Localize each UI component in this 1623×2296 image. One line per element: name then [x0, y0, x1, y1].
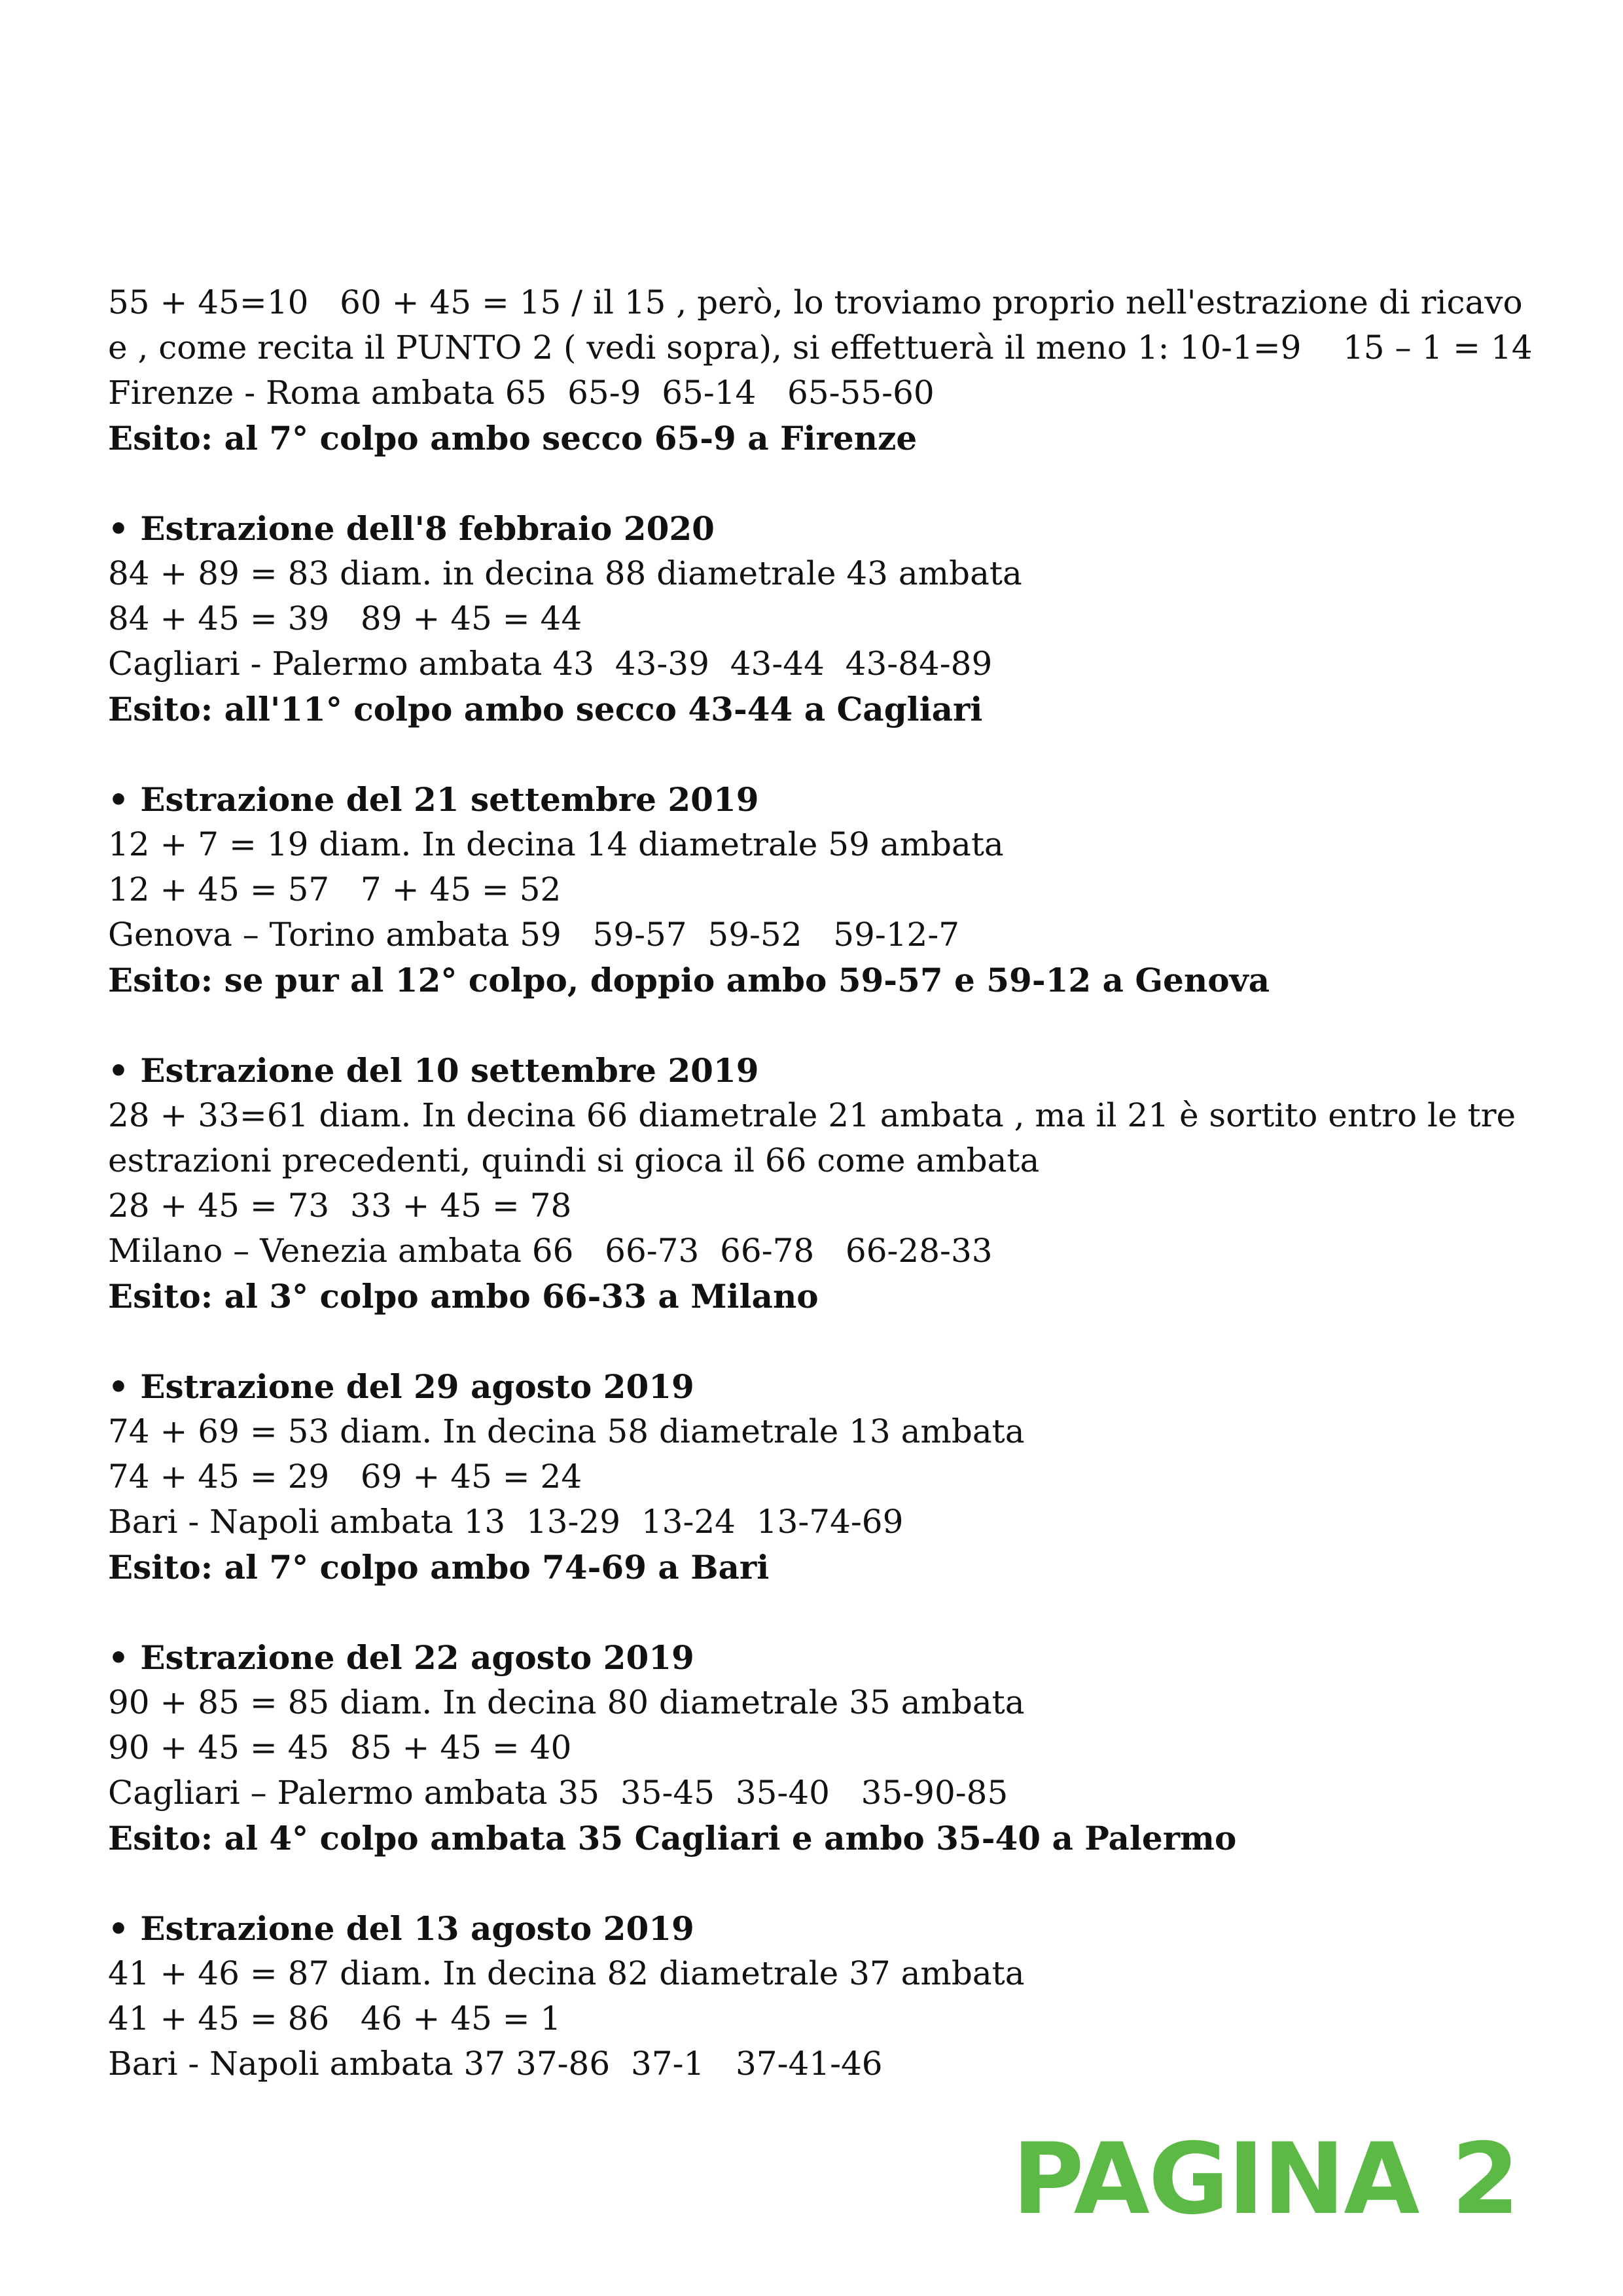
bullet-icon: • [108, 1909, 129, 1948]
result-line: Esito: al 4° colpo ambata 35 Cagliari e ambo 35-40 a Palermo [108, 1819, 1237, 1857]
intro-block [108, 280, 1535, 461]
text-line: 28 + 45 = 73 33 + 45 = 78 [108, 1187, 572, 1225]
document-body [108, 280, 1535, 2087]
section-title [108, 1635, 1535, 1680]
bullet-icon: • [108, 1367, 129, 1406]
text-line: 41 + 45 = 86 46 + 45 = 1 [108, 2000, 562, 2037]
text-line: 90 + 85 = 85 diam. In decina 80 diametrale 35 ambata [108, 1683, 1025, 1721]
text-line: e , come recita il PUNTO 2 ( vedi sopra), si effettuerà il meno 1: 10-1=9 15 – 1 = 14 [108, 329, 1533, 367]
text-line: 74 + 69 = 53 diam. In decina 58 diametrale 13 ambata [108, 1412, 1025, 1450]
bullet-icon: • [108, 1638, 129, 1677]
text-line: 41 + 46 = 87 diam. In decina 82 diametrale 37 ambata [108, 1954, 1025, 1992]
section-title-text: Estrazione del 13 agosto 2019 [140, 1909, 694, 1948]
section-13-agosto-2019 [108, 1906, 1535, 2087]
result-line: Esito: al 3° colpo ambo 66-33 a Milano [108, 1277, 819, 1316]
section-title-text: Estrazione dell'8 febbraio 2020 [140, 509, 715, 548]
result-line: Esito: se pur al 12° colpo, doppio ambo 59-57 e 59-12 a Genova [108, 961, 1270, 999]
text-line: 74 + 45 = 29 69 + 45 = 24 [108, 1458, 582, 1496]
spacer [108, 1003, 1535, 1048]
section-title-text: Estrazione del 29 agosto 2019 [140, 1367, 694, 1406]
text-line: 84 + 45 = 39 89 + 45 = 44 [108, 600, 582, 637]
text-line: 28 + 33=61 diam. In decina 66 diametrale 21 ambata , ma il 21 è sortito entro le tre [108, 1096, 1516, 1134]
result-line: Esito: al 7° colpo ambo 74-69 a Bari [108, 1548, 770, 1587]
text-line: 90 + 45 = 45 85 + 45 = 40 [108, 1729, 572, 1767]
spacer [108, 1319, 1535, 1364]
text-line: Milano – Venezia ambata 66 66-73 66-78 66-28-33 [108, 1232, 993, 1270]
section-22-agosto-2019 [108, 1635, 1535, 1861]
section-title [108, 506, 1535, 551]
section-8-febbraio-2020 [108, 506, 1535, 732]
text-line: Bari - Napoli ambata 37 37-86 37-1 37-41-46 [108, 2045, 883, 2083]
section-29-agosto-2019 [108, 1364, 1535, 1590]
text-line: 84 + 89 = 83 diam. in decina 88 diametrale 43 ambata [108, 554, 1022, 592]
spacer [108, 732, 1535, 777]
text-line: Cagliari - Palermo ambata 43 43-39 43-44 43-84-89 [108, 645, 993, 683]
text-line: estrazioni precedenti, quindi si gioca il 66 come ambata [108, 1141, 1040, 1179]
text-line: 55 + 45=10 60 + 45 = 15 / il 15 , però, lo troviamo proprio nell'estrazione di ricavo [108, 283, 1523, 321]
spacer [108, 461, 1535, 506]
section-10-settembre-2019 [108, 1048, 1535, 1319]
section-title [108, 1364, 1535, 1409]
text-line: Bari - Napoli ambata 13 13-29 13-24 13-74-69 [108, 1503, 904, 1541]
section-title [108, 777, 1535, 822]
text-line: 12 + 45 = 57 7 + 45 = 52 [108, 870, 562, 908]
text-line: Genova – Torino ambata 59 59-57 59-52 59-12-7 [108, 916, 960, 954]
section-title [108, 1906, 1535, 1951]
section-title [108, 1048, 1535, 1093]
text-line: Cagliari – Palermo ambata 35 35-45 35-40 35-90-85 [108, 1774, 1008, 1812]
bullet-icon: • [108, 780, 129, 819]
spacer [108, 1590, 1535, 1635]
section-title-text: Estrazione del 10 settembre 2019 [140, 1051, 759, 1090]
section-21-settembre-2019 [108, 777, 1535, 1003]
bullet-icon: • [108, 509, 129, 548]
result-line: Esito: all'11° colpo ambo secco 43-44 a Cagliari [108, 690, 983, 728]
section-title-text: Estrazione del 22 agosto 2019 [140, 1638, 694, 1677]
section-title-text: Estrazione del 21 settembre 2019 [140, 780, 759, 819]
spacer [108, 1861, 1535, 1906]
text-line: Firenze - Roma ambata 65 65-9 65-14 65-55-60 [108, 374, 935, 412]
result-line: Esito: al 7° colpo ambo secco 65-9 a Firenze [108, 419, 918, 457]
page-number-label: PAGINA 2 [1012, 2123, 1518, 2236]
bullet-icon: • [108, 1051, 129, 1090]
text-line: 12 + 7 = 19 diam. In decina 14 diametrale 59 ambata [108, 825, 1004, 863]
